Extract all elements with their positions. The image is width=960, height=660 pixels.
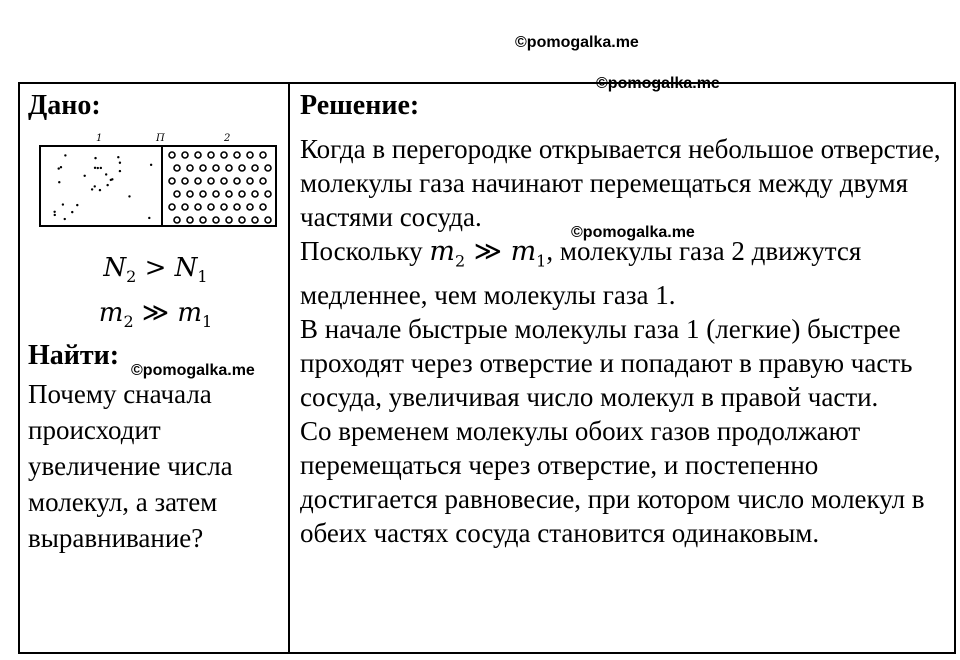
light-molecule xyxy=(62,203,64,205)
heavy-molecule xyxy=(221,152,227,158)
heavy-molecule xyxy=(226,217,232,223)
heavy-molecule xyxy=(195,152,201,158)
heavy-molecule xyxy=(247,204,253,210)
light-molecule xyxy=(94,157,96,159)
light-molecule xyxy=(94,167,96,169)
figure-label-2: 2 xyxy=(224,133,231,144)
solution-paragraph-3: В начале быстрые молекулы газа 1 (легкие) быстрее проходят через отверстие и попадают в правую часть сосуда, увеличивая число молекул в правой части. xyxy=(300,314,913,413)
formula-m: $m_2$ ≫ $m_1$ xyxy=(98,298,213,332)
solution-column xyxy=(300,88,950,550)
light-molecule xyxy=(100,167,102,169)
heavy-molecule xyxy=(252,191,258,197)
heavy-molecule xyxy=(213,191,219,197)
light-molecule xyxy=(60,166,62,168)
light-molecule xyxy=(71,211,73,213)
light-molecule xyxy=(83,175,85,177)
heavy-molecule xyxy=(265,165,271,171)
question-text: Почему сначала происходит увеличение числа молекул, а затем выравнивание? xyxy=(28,379,233,553)
heavy-molecule xyxy=(234,178,240,184)
light-molecule xyxy=(97,167,99,169)
light-molecule xyxy=(99,189,101,191)
heavy-molecule xyxy=(182,178,188,184)
column-divider xyxy=(288,84,290,652)
heavy-molecule xyxy=(239,191,245,197)
heavy-molecule xyxy=(247,152,253,158)
light-molecule xyxy=(128,195,130,197)
light-molecule xyxy=(105,173,107,175)
watermark: ©pomogalka.me xyxy=(571,224,695,241)
heavy-molecule xyxy=(182,152,188,158)
heavy-molecule xyxy=(200,191,206,197)
figure-label-partition: П xyxy=(156,133,165,144)
light-molecule xyxy=(58,181,60,183)
heavy-molecule xyxy=(213,165,219,171)
heavy-molecule xyxy=(265,191,271,197)
light-molecules xyxy=(53,154,152,220)
heavy-molecule xyxy=(234,204,240,210)
heavy-molecule xyxy=(174,165,180,171)
vessel-figure xyxy=(38,130,278,230)
heavy-molecule xyxy=(252,217,258,223)
heavy-molecules xyxy=(169,152,271,223)
heavy-molecule xyxy=(200,165,206,171)
light-molecule xyxy=(119,162,121,164)
formula-n: $N_2 > N_1$ xyxy=(103,253,208,287)
find-heading: Найти: xyxy=(28,340,120,371)
heavy-molecule xyxy=(187,217,193,223)
light-molecule xyxy=(111,178,113,180)
light-molecule xyxy=(119,170,121,172)
heavy-molecule xyxy=(169,152,175,158)
given-heading: Дано: xyxy=(28,90,101,121)
light-molecule xyxy=(54,214,56,216)
heavy-molecule xyxy=(187,191,193,197)
light-molecule xyxy=(94,185,96,187)
heavy-molecule xyxy=(234,152,240,158)
light-molecule xyxy=(148,217,150,219)
heavy-molecule xyxy=(221,178,227,184)
heavy-molecule xyxy=(208,204,214,210)
solution-body xyxy=(300,132,950,550)
heavy-molecule xyxy=(252,165,258,171)
heavy-molecule xyxy=(260,178,266,184)
light-molecule xyxy=(91,188,93,190)
heavy-molecule xyxy=(174,191,180,197)
heavy-molecule xyxy=(187,165,193,171)
heavy-molecule xyxy=(226,191,232,197)
watermark: ©pomogalka.me xyxy=(131,362,255,379)
heavy-molecule xyxy=(265,217,271,223)
watermark: ©pomogalka.me xyxy=(596,75,720,92)
heavy-molecule xyxy=(247,178,253,184)
light-molecule xyxy=(58,167,60,169)
light-molecule xyxy=(117,156,119,158)
heavy-molecule xyxy=(195,204,201,210)
light-molecule xyxy=(106,184,108,186)
solution-paragraph-1: Когда в перегородке открывается небольшое отверстие, молекулы газа начинают перемещаться между двумя частями сосуда. xyxy=(300,134,941,232)
solution-heading: Решение: xyxy=(300,90,420,121)
light-molecule xyxy=(64,218,66,220)
light-molecule xyxy=(76,204,78,206)
heavy-molecule xyxy=(221,204,227,210)
heavy-molecule xyxy=(260,152,266,158)
heavy-molecule xyxy=(208,152,214,158)
heavy-molecule xyxy=(208,178,214,184)
heavy-molecule xyxy=(239,217,245,223)
light-molecule xyxy=(53,211,55,213)
heavy-molecule xyxy=(260,204,266,210)
heavy-molecule xyxy=(174,217,180,223)
watermark: ©pomogalka.me xyxy=(515,34,639,51)
heavy-molecule xyxy=(182,204,188,210)
light-molecule xyxy=(64,154,66,156)
heavy-molecule xyxy=(169,178,175,184)
heavy-molecule xyxy=(226,165,232,171)
heavy-molecule xyxy=(195,178,201,184)
solution-paragraph-4: Со временем молекулы обоих газов продолжают перемещаться через отверстие, и постепенно достигается равновесие, при котором число молекул в обеих частях сосуда становится одинаковым. xyxy=(300,416,925,549)
figure-label-1: 1 xyxy=(96,133,103,144)
heavy-molecule xyxy=(169,204,175,210)
light-molecule xyxy=(150,164,152,166)
heavy-molecule xyxy=(239,165,245,171)
heavy-molecule xyxy=(200,217,206,223)
heavy-molecule xyxy=(213,217,219,223)
solution-paragraph-2: Поскольку $m_2$ ≫ $m_1$, молекулы газа 2 движутся медленнее, чем молекулы газа 1. xyxy=(300,236,862,311)
vessel-outline xyxy=(40,146,276,226)
